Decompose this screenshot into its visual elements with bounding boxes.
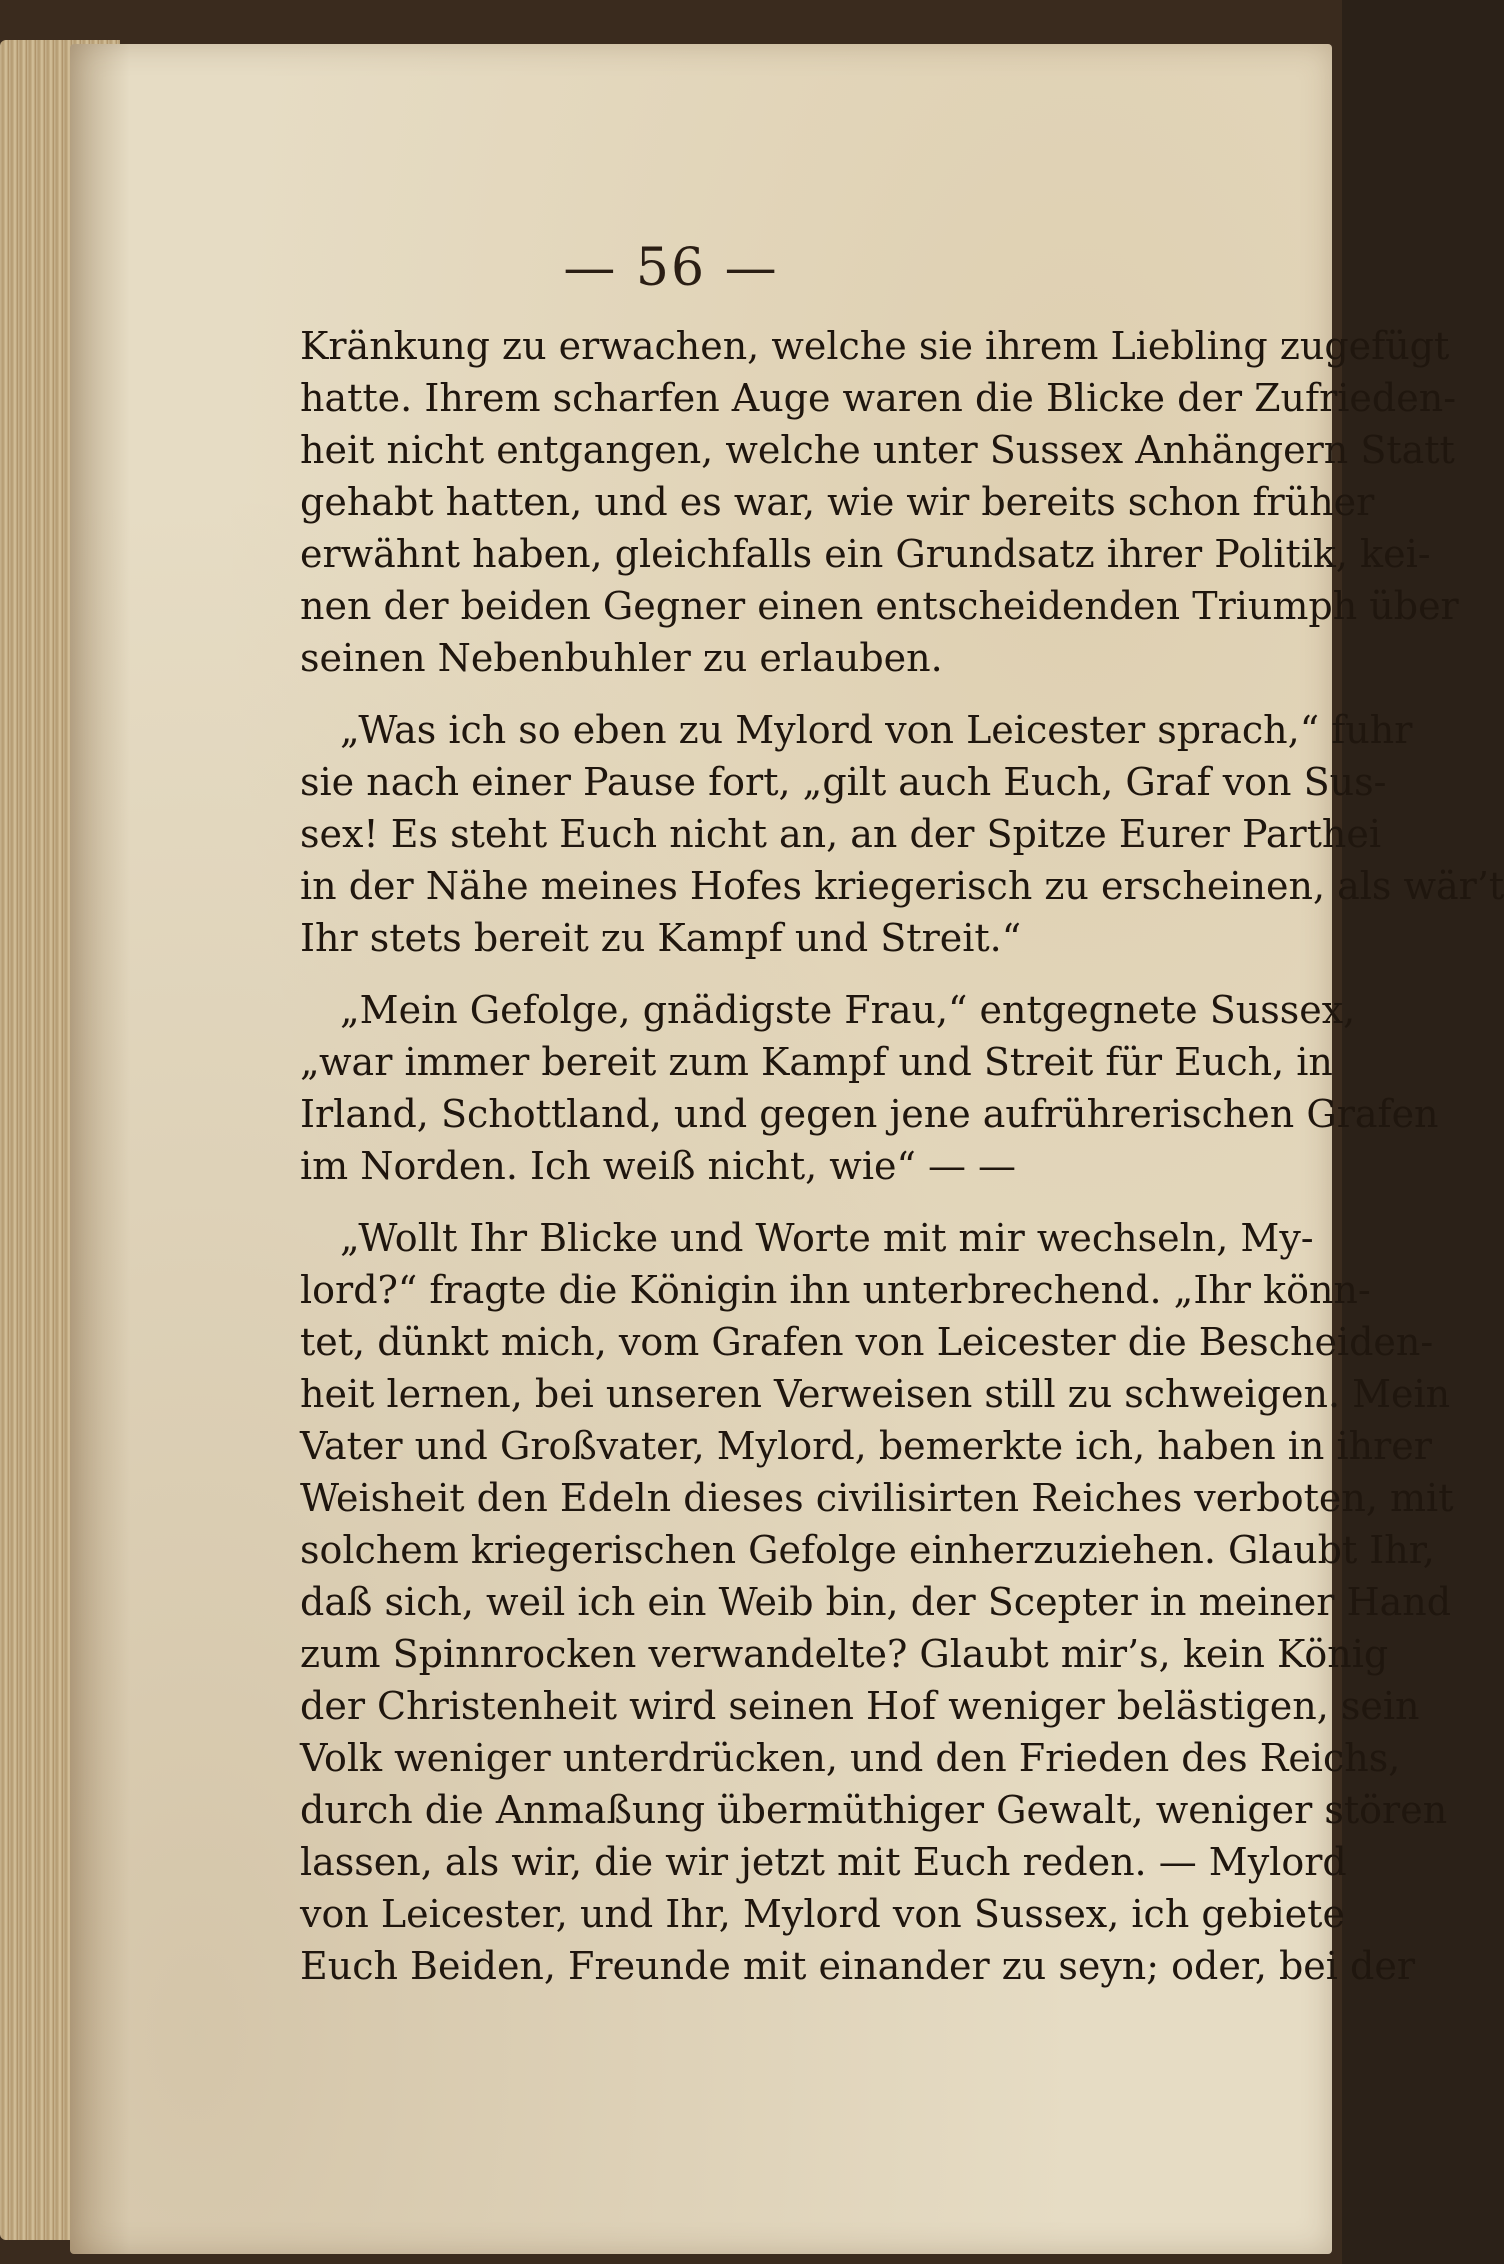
body-text <box>300 320 1504 1992</box>
text-line: „Was ich so eben zu Mylord von Leicester sprach,“ fuhr <box>340 708 1413 752</box>
text-line: in der Nähe meines Hofes kriegerisch zu erscheinen, als wär’t <box>300 864 1504 908</box>
text-line: nen der beiden Gegner einen entscheidenden Triumph über <box>300 584 1459 628</box>
text-line: heit lernen, bei unseren Verweisen still zu schweigen. Mein <box>300 1372 1451 1416</box>
text-line: Irland, Schottland, und gegen jene aufrührerischen Grafen <box>300 1092 1439 1136</box>
text-line: hatte. Ihrem scharfen Auge waren die Blicke der Zufrieden- <box>300 376 1457 420</box>
paragraph <box>300 1212 1454 1992</box>
paragraph <box>300 704 1504 964</box>
text-line: tet, dünkt mich, vom Grafen von Leicester die Bescheiden- <box>300 1320 1434 1364</box>
text-line: Vater und Großvater, Mylord, bemerkte ich, haben in ihrer <box>300 1424 1432 1468</box>
paragraph <box>300 320 1459 684</box>
text-line: heit nicht entgangen, welche unter Sussex Anhängern Statt <box>300 428 1455 472</box>
text-line: Ihr stets bereit zu Kampf und Streit.“ <box>300 916 1022 960</box>
text-line: „war immer bereit zum Kampf und Streit für Euch, in <box>300 1040 1333 1084</box>
text-line: zum Spinnrocken verwandelte? Glaubt mir’s, kein König <box>300 1632 1389 1676</box>
paragraph <box>300 984 1439 1192</box>
text-line: durch die Anmaßung übermüthiger Gewalt, weniger stören <box>300 1788 1448 1832</box>
text-line: daß sich, weil ich ein Weib bin, der Scepter in meiner Hand <box>300 1580 1452 1624</box>
text-line: lord?“ fragte die Königin ihn unterbrechend. „Ihr könn- <box>300 1268 1371 1312</box>
page-number: — 56 — <box>563 238 779 298</box>
text-line: im Norden. Ich weiß nicht, wie“ — — <box>300 1144 1017 1188</box>
text-line: Weisheit den Edeln dieses civilisirten Reiches verboten, mit <box>300 1476 1454 1520</box>
text-line: sie nach einer Pause fort, „gilt auch Euch, Graf von Sus- <box>300 760 1387 804</box>
text-line: von Leicester, und Ihr, Mylord von Sussex, ich gebiete <box>300 1892 1345 1936</box>
text-line: erwähnt haben, gleichfalls ein Grundsatz ihrer Politik, kei- <box>300 532 1431 576</box>
text-line: der Christenheit wird seinen Hof weniger belästigen, sein <box>300 1684 1420 1728</box>
text-line: „Wollt Ihr Blicke und Worte mit mir wechseln, My- <box>340 1216 1314 1260</box>
text-line: lassen, als wir, die wir jetzt mit Euch reden. — Mylord <box>300 1840 1347 1884</box>
text-line: Euch Beiden, Freunde mit einander zu seyn; oder, bei der <box>300 1944 1416 1988</box>
text-line: seinen Nebenbuhler zu erlauben. <box>300 636 943 680</box>
text-line: solchem kriegerischen Gefolge einherzuziehen. Glaubt Ihr, <box>300 1528 1435 1572</box>
text-line: sex! Es steht Euch nicht an, an der Spitze Eurer Parthei <box>300 812 1382 856</box>
text-line: „Mein Gefolge, gnädigste Frau,“ entgegnete Sussex, <box>340 988 1356 1032</box>
text-line: gehabt hatten, und es war, wie wir bereits schon früher <box>300 480 1375 524</box>
text-line: Kränkung zu erwachen, welche sie ihrem Liebling zugefügt <box>300 324 1450 368</box>
text-line: Volk weniger unterdrücken, und den Frieden des Reichs, <box>300 1736 1401 1780</box>
